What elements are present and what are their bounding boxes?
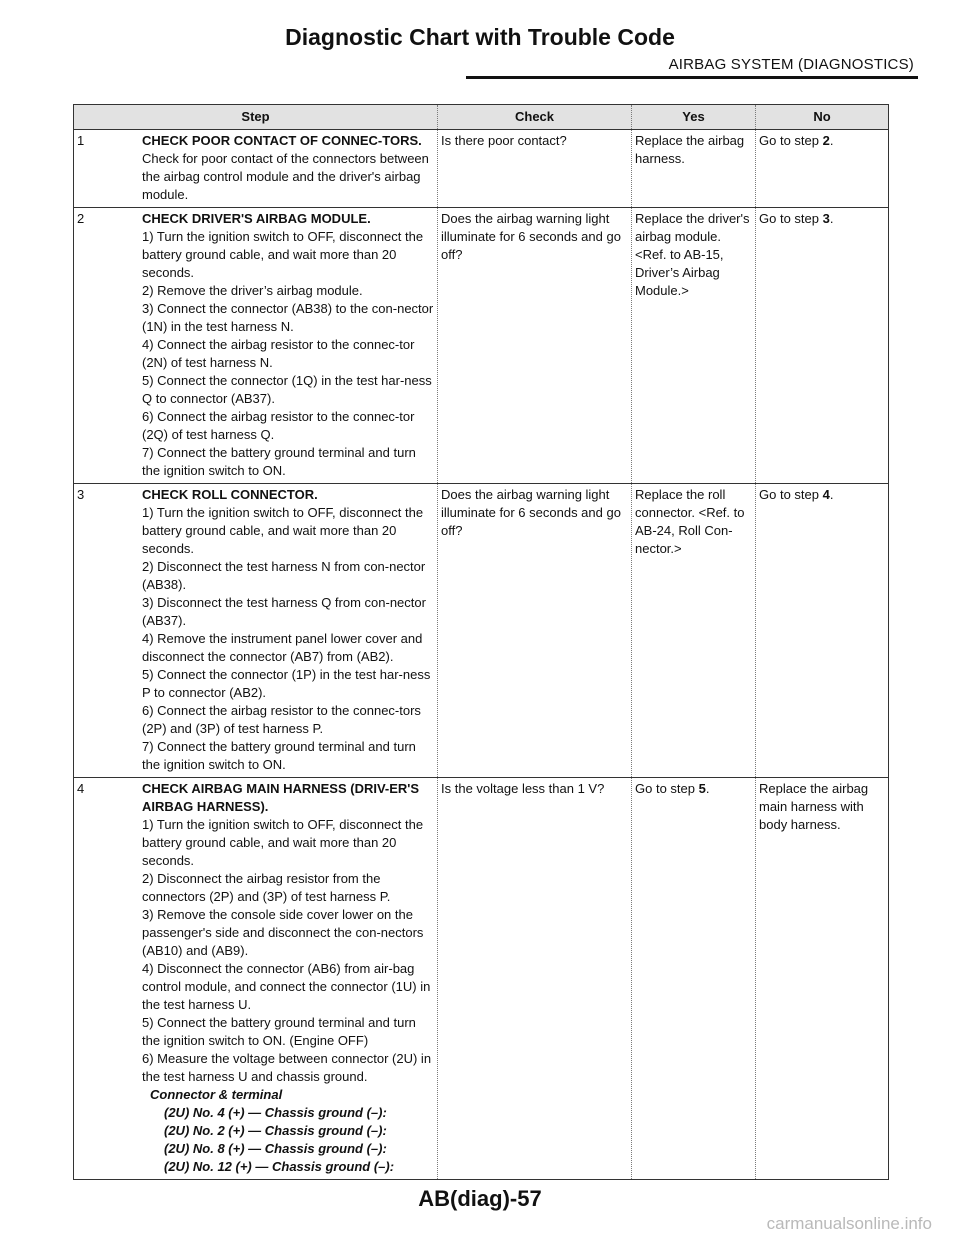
connector-terminal-spec: (2U) No. 4 (+) — Chassis ground (–): bbox=[164, 1105, 387, 1120]
column-header-check: Check bbox=[438, 105, 632, 130]
step-instruction: 4) Connect the airbag resistor to the connec-tor (2N) of test harness N. bbox=[142, 337, 415, 370]
section-title: AIRBAG SYSTEM (DIAGNOSTICS) bbox=[668, 56, 914, 73]
yes-text: Go to step bbox=[635, 781, 699, 796]
step-instruction: 7) Connect the battery ground terminal and turn the ignition switch to ON. bbox=[142, 445, 416, 478]
step-cell bbox=[74, 208, 438, 484]
page-title: Diagnostic Chart with Trouble Code bbox=[285, 24, 675, 50]
step-number: 1 bbox=[77, 133, 85, 148]
check-cell: Does the airbag warning light illuminate for 6 seconds and go off? bbox=[438, 484, 632, 778]
next-step-ref: 3 bbox=[822, 211, 830, 226]
step-instruction: 6) Measure the voltage between connector (2U) in the test harness U and chassis ground. bbox=[142, 1051, 432, 1084]
diagnostic-table bbox=[73, 104, 889, 1180]
step-instruction: Check for poor contact of the connectors between the airbag control module and the driver's airbag module. bbox=[142, 151, 429, 202]
column-header-yes: Yes bbox=[632, 105, 756, 130]
connector-terminal-spec: (2U) No. 12 (+) — Chassis ground (–): bbox=[164, 1159, 395, 1174]
step-number: 3 bbox=[77, 487, 85, 502]
watermark: carmanualsonline.info bbox=[766, 1214, 932, 1233]
no-suffix: . bbox=[829, 487, 834, 502]
step-instruction: 2) Disconnect the test harness N from con-nector (AB38). bbox=[142, 559, 426, 592]
step-instruction: 2) Remove the driver’s airbag module. bbox=[142, 283, 363, 298]
no-cell bbox=[756, 208, 889, 484]
no-text: Go to step bbox=[759, 133, 823, 148]
step-title: CHECK ROLL CONNECTOR. bbox=[142, 487, 318, 502]
step-instruction: 5) Connect the connector (1P) in the test har-ness P to connector (AB2). bbox=[142, 667, 431, 700]
step-instruction: 4) Remove the instrument panel lower cover and disconnect the connector (AB7) from (AB2). bbox=[142, 631, 423, 664]
no-cell bbox=[756, 484, 889, 778]
step-instruction: 6) Connect the airbag resistor to the connec-tors (2P) and (3P) of test harness P. bbox=[142, 703, 421, 736]
next-step-ref: 4 bbox=[822, 487, 830, 502]
step-title: CHECK DRIVER'S AIRBAG MODULE. bbox=[142, 211, 371, 226]
check-cell: Is there poor contact? bbox=[438, 130, 632, 208]
table-row bbox=[74, 778, 889, 1180]
table-header-row bbox=[74, 105, 889, 130]
header-rule bbox=[466, 76, 918, 79]
step-instruction: 7) Connect the battery ground terminal and turn the ignition switch to ON. bbox=[142, 739, 416, 772]
yes-cell: Replace the driver's airbag module. <Ref. to AB-15, Driver’s Airbag Module.> bbox=[632, 208, 756, 484]
step-instruction: 1) Turn the ignition switch to OFF, disconnect the battery ground cable, and wait more than 20 seconds. bbox=[142, 817, 424, 868]
step-instruction: 3) Connect the connector (AB38) to the con-nector (1N) in the test harness N. bbox=[142, 301, 434, 334]
step-instruction: 6) Connect the airbag resistor to the connec-tor (2Q) of test harness Q. bbox=[142, 409, 415, 442]
step-number: 2 bbox=[77, 211, 85, 226]
step-instruction: 1) Turn the ignition switch to OFF, disconnect the battery ground cable, and wait more than 20 seconds. bbox=[142, 229, 424, 280]
no-text: Go to step bbox=[759, 211, 823, 226]
step-number: 4 bbox=[77, 781, 85, 796]
yes-suffix: . bbox=[705, 781, 710, 796]
no-text: Go to step bbox=[759, 487, 823, 502]
table-row bbox=[74, 130, 889, 208]
table-row bbox=[74, 208, 889, 484]
column-header-step: Step bbox=[74, 105, 438, 130]
yes-cell: Replace the roll connector. <Ref. to AB-24, Roll Con-nector.> bbox=[632, 484, 756, 778]
step-title: CHECK POOR CONTACT OF CONNEC-TORS. bbox=[142, 133, 422, 148]
step-cell bbox=[74, 484, 438, 778]
next-step-ref: 2 bbox=[822, 133, 830, 148]
yes-cell: Replace the airbag harness. bbox=[632, 130, 756, 208]
page-number: AB(diag)-57 bbox=[418, 1186, 542, 1211]
check-cell: Is the voltage less than 1 V? bbox=[438, 778, 632, 1180]
no-cell bbox=[756, 130, 889, 208]
connector-terminal-spec: (2U) No. 8 (+) — Chassis ground (–): bbox=[164, 1141, 387, 1156]
step-instruction: 3) Disconnect the test harness Q from con-nector (AB37). bbox=[142, 595, 426, 628]
yes-cell bbox=[632, 778, 756, 1180]
table-row bbox=[74, 484, 889, 778]
no-suffix: . bbox=[829, 211, 834, 226]
step-title: CHECK AIRBAG MAIN HARNESS (DRIV-ER'S AIRBAG HARNESS). bbox=[142, 781, 420, 814]
step-instruction: 5) Connect the battery ground terminal and turn the ignition switch to ON. (Engine OFF) bbox=[142, 1015, 416, 1048]
column-header-no: No bbox=[756, 105, 889, 130]
no-suffix: . bbox=[829, 133, 834, 148]
check-cell: Does the airbag warning light illuminate for 6 seconds and go off? bbox=[438, 208, 632, 484]
step-instruction: 3) Remove the console side cover lower on the passenger's side and disconnect the con-nectors (AB10) and (AB9). bbox=[142, 907, 424, 958]
step-instruction: 1) Turn the ignition switch to OFF, disconnect the battery ground cable, and wait more than 20 seconds. bbox=[142, 505, 424, 556]
connector-terminal-heading: Connector & terminal bbox=[150, 1087, 283, 1102]
step-cell bbox=[74, 130, 438, 208]
connector-terminal-spec: (2U) No. 2 (+) — Chassis ground (–): bbox=[164, 1123, 387, 1138]
no-cell: Replace the airbag main harness with body harness. bbox=[756, 778, 889, 1180]
step-instruction: 2) Disconnect the airbag resistor from the connectors (2P) and (3P) of test harness P. bbox=[142, 871, 391, 904]
step-instruction: 4) Disconnect the connector (AB6) from air-bag control module, and connect the connector (1U) in the test harness U. bbox=[142, 961, 431, 1012]
next-step-ref: 5 bbox=[698, 781, 706, 796]
step-cell bbox=[74, 778, 438, 1180]
step-instruction: 5) Connect the connector (1Q) in the test har-ness Q to connector (AB37). bbox=[142, 373, 432, 406]
diagnostic-table-container bbox=[73, 104, 888, 1180]
